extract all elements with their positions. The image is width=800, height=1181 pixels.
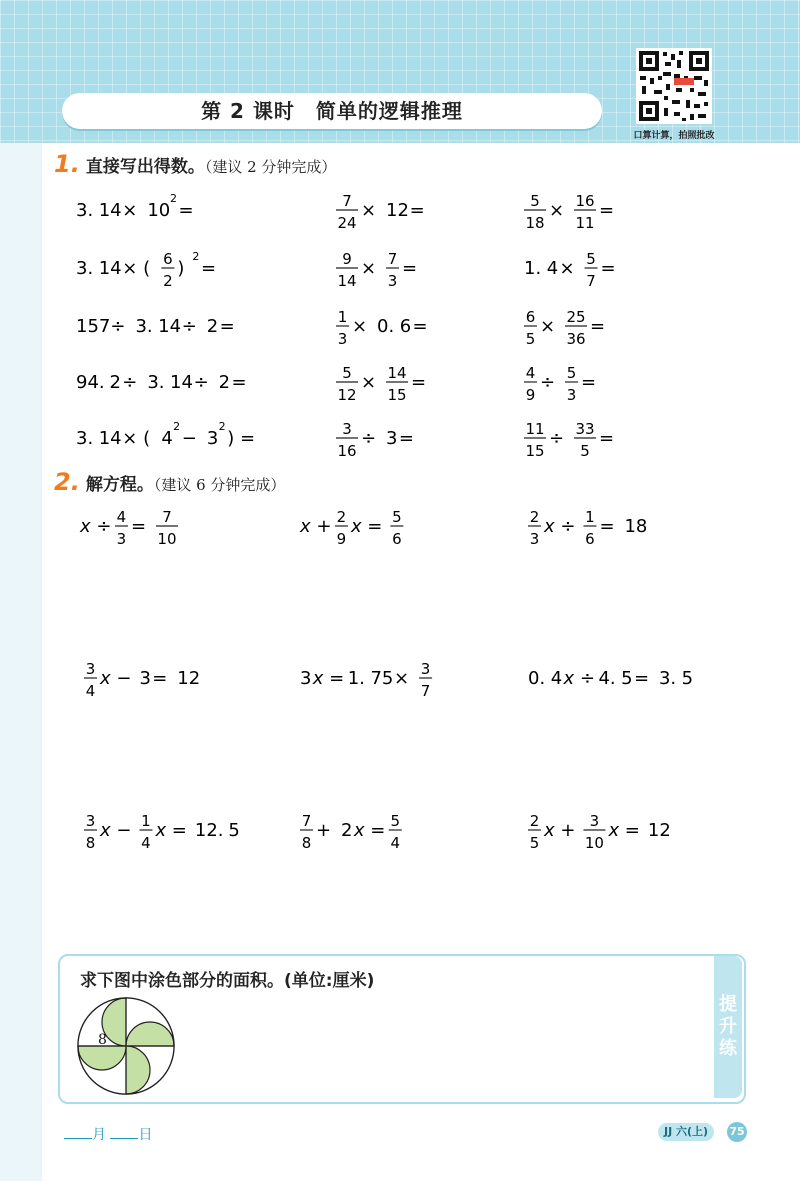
expression-text: = [219,316,235,337]
expression [336,356,436,408]
expression [524,356,606,408]
expression-text: ÷ [361,428,377,449]
side-tab-char-3: 练 [719,1038,737,1059]
numerator: 1 [337,308,348,326]
section-2-hint: （建议 6 分钟完成） [153,476,286,494]
extension-question: 求下图中涂色部分的面积。(单位:厘米) [80,971,375,991]
expression [336,242,427,294]
expression-text: × [549,200,565,221]
expression-text: 12 [647,820,671,841]
expression-text: 2 [206,316,219,337]
exercise-s2-b2 [300,652,440,709]
numerator: 1 [585,508,595,526]
expression [524,412,624,464]
numerator: 7 [387,250,398,268]
denominator: 15 [387,386,407,404]
expression [524,242,626,294]
numerator: 6 [525,308,536,326]
numerator: 5 [530,192,540,210]
expression-text: 75 [370,668,394,689]
expression-text: x = [608,820,640,841]
denominator: 7 [586,272,596,290]
numerator: 16 [575,192,595,210]
expression-text: x = [155,820,187,841]
expression-text: ÷ [193,372,209,393]
expression [80,500,185,552]
expression-text: × [559,258,575,279]
denominator: 2 [163,272,173,290]
expression-text: = [412,316,428,337]
denominator: 3 [566,386,577,404]
exercise-s1-b2 [336,242,427,299]
expression-text: × [352,316,368,337]
month-label: 月 [92,1127,106,1143]
expression-text: 2 [218,372,231,393]
numerator: 2 [529,508,540,526]
section-1-hint: （建议 2 分钟完成） [204,158,337,176]
exercise-s1-a5 [76,412,266,469]
expression [528,804,676,856]
expression-text: = [152,668,168,689]
expression-text: x − [100,668,132,689]
superscript: 2 [218,420,226,433]
expression [336,412,424,464]
expression-text: 5 [681,668,694,689]
expression-text: 0. [528,668,546,689]
expression [528,500,653,552]
denominator: 5 [529,834,540,852]
day-blank[interactable] [110,1138,138,1139]
expression-text: 10 [147,200,171,221]
expression-text: 4. [598,668,616,689]
exercise-s1-b5 [336,412,424,469]
expression-text: 4 [546,258,559,279]
expression-text: + [316,820,332,841]
denominator: 10 [157,530,177,548]
expression-text: 94. [76,372,105,393]
expression-text: = [178,200,194,221]
numerator: 7 [162,508,172,526]
denominator: 36 [566,330,586,348]
exercise-s1-c5 [524,412,624,469]
expression-text: 5 [228,820,240,841]
expression-text: × [394,668,410,689]
expression-text: 14 [98,258,122,279]
denominator: 4 [141,834,151,852]
expression-text: = [600,258,616,279]
expression [300,652,440,704]
expression-text: × [361,372,377,393]
expression-text: 14 [98,428,122,449]
expression-text: 3. [147,372,165,393]
expression-text: = [581,372,597,393]
expression-text: 0. [377,316,395,337]
numerator: 5 [566,364,577,382]
exercise-s1-a3 [76,300,245,357]
side-tab [714,956,742,1098]
numerator: 7 [301,812,312,830]
expression [76,300,245,352]
numerator: 5 [586,250,596,268]
denominator: 15 [525,442,545,460]
page-number: 75 [727,1122,747,1142]
exercise-s1-c3 [524,300,615,357]
expression [300,804,409,856]
exercise-s2-a3 [84,804,246,861]
denominator: 3 [529,530,540,548]
day-label: 日 [138,1127,153,1143]
section-2-number: 2. [54,468,80,496]
denominator: 9 [525,386,536,404]
expression-text: 4 [161,428,173,449]
denominator: 24 [337,214,357,232]
expression-text: x = [350,516,383,537]
expression-text: x − [100,820,132,841]
numerator: 2 [336,508,347,526]
expression-text: = [633,668,650,689]
expression-text: = [599,516,615,537]
expression-text: x = [312,668,345,689]
expression [84,804,246,856]
month-blank[interactable] [64,1138,92,1139]
figure-label: 8 [98,1032,107,1048]
expression-text: × ( [122,428,151,449]
expression-text: × [361,258,377,279]
section-1-heading [54,150,336,178]
denominator: 16 [337,442,357,460]
numerator: 33 [575,420,595,438]
expression-text: 14 [170,372,193,393]
denominator: 10 [584,834,604,852]
left-margin-strip [0,143,42,1181]
numerator: 3 [85,660,96,678]
exercise-s2-a1 [80,500,185,557]
expression-text: = [599,200,615,221]
superscript: 2 [173,420,181,433]
numerator: 1 [141,812,151,830]
numerator: 14 [387,364,407,382]
expression-text: = [599,428,615,449]
side-tab-char-1: 提 [719,994,737,1015]
expression-text: 5 [621,668,633,689]
numerator: 6 [163,250,173,268]
expression-text: 3 [206,428,219,449]
section-1-number: 1. [54,150,80,178]
exercise-s1-c2 [524,242,626,299]
expression-text: 12 [386,200,409,221]
numerator: 5 [390,812,401,830]
expression [524,184,624,236]
section-2-label: 解方程。 [85,475,154,495]
expression [336,300,438,352]
numerator: 7 [342,192,352,210]
numerator: 3 [342,420,352,438]
numerator: 3 [85,812,96,830]
denominator: 11 [575,214,595,232]
superscript: 2 [192,250,200,263]
expression-text: 3. [135,316,153,337]
denominator: 3 [337,330,348,348]
expression-text: ÷ [110,316,126,337]
expression-text: = [411,372,427,393]
expression-text: 4 [550,668,563,689]
exercise-s1-c4 [524,356,606,413]
expression-text: 12. [194,820,224,841]
expression-text: x = [353,820,386,841]
numerator: 5 [342,364,352,382]
expression-text: x ÷ [563,668,595,689]
expression-text: − [181,428,197,449]
expression-text: × ( [122,258,151,279]
side-tab-char-2: 升 [719,1016,737,1037]
exercise-s2-a2 [84,652,205,709]
exercise-s2-b1 [300,500,411,557]
expression-text: 2 [109,372,121,393]
shaded-circle-figure [76,996,176,1096]
expression-text: 3. [658,668,677,689]
expression-text: 12 [177,668,201,689]
expression [84,652,205,704]
section-2-heading [54,468,285,496]
expression-text: 1. [347,668,365,689]
numerator: 4 [116,508,127,526]
exercise-s1-a1 [76,184,204,241]
expression-text: 3. [76,258,94,279]
expression-text: ) = [227,428,256,449]
expression-text: x ÷ [80,516,112,537]
expression-text: × [122,200,138,221]
exercise-s1-b3 [336,300,438,357]
denominator: 8 [301,834,312,852]
expression-text: 3 [386,428,398,449]
exercise-s2-b3 [300,804,409,861]
exercise-s2-c3 [528,804,676,861]
denominator: 12 [337,386,357,404]
numerator: 9 [342,250,352,268]
exercise-s1-b1 [336,184,435,241]
expression-text: 14 [158,316,182,337]
numerator: 2 [529,812,540,830]
exercise-s1-b4 [336,356,436,413]
expression-text: = [590,316,606,337]
qr-caption: 口算计算，拍照批改 [633,131,715,141]
expression-text: 3. [76,428,94,449]
expression-text: ÷ [122,372,138,393]
expression-text: = [398,428,414,449]
expression-text: ÷ [540,372,556,393]
expression-text: 3 [300,668,312,689]
numerator: 11 [525,420,545,438]
numerator: 3 [420,660,431,678]
expression-text: × [540,316,556,337]
expression-text: = [409,200,425,221]
expression [76,184,204,236]
numerator: 3 [589,812,600,830]
expression-text: 14 [98,200,122,221]
expression [528,652,699,704]
denominator: 5 [580,442,590,460]
expression-text: 2 [341,820,353,841]
denominator: 4 [85,682,96,700]
section-1-label: 直接写出得数。 [85,157,205,177]
numerator: 5 [392,508,402,526]
exercise-s1-a4 [76,356,257,413]
denominator: 3 [116,530,127,548]
expression [76,412,266,464]
expression-text: = [231,372,247,393]
expression-text: ÷ [549,428,565,449]
book-label: JJ 六(上) [658,1123,714,1141]
date-field [64,1124,152,1144]
denominator: 14 [337,272,357,290]
expression-text: = [130,516,147,537]
qr-code[interactable] [636,48,712,124]
denominator: 4 [390,834,401,852]
numerator: 4 [525,364,536,382]
denominator: 5 [525,330,536,348]
expression [336,184,435,236]
expression-text: 18 [624,516,648,537]
superscript: 2 [169,192,177,205]
expression-text: = [402,258,418,279]
denominator: 6 [585,530,595,548]
lesson-title-bar [62,93,602,129]
lesson-title: 第 2 课时 简单的逻辑推理 [201,99,463,123]
denominator: 6 [392,530,402,548]
expression-text: x ÷ [544,516,576,537]
denominator: 8 [85,834,96,852]
expression-text: × [361,200,377,221]
expression-text: = [201,258,217,279]
exercise-s1-a2 [76,242,226,299]
expression [524,300,615,352]
numerator: 25 [566,308,586,326]
expression-text: x + [544,820,576,841]
exercise-s2-c2 [528,652,699,709]
denominator: 18 [525,214,545,232]
exercise-s2-c1 [528,500,653,557]
denominator: 9 [336,530,347,548]
expression [300,500,411,552]
expression-text: ÷ [181,316,197,337]
exercise-s1-c1 [524,184,624,241]
expression-text: ) [177,258,185,279]
expression [76,356,257,408]
expression-text: x + [300,516,332,537]
expression-text: 3. [76,200,94,221]
denominator: 7 [420,682,431,700]
expression [76,242,226,294]
denominator: 3 [387,272,398,290]
expression-text: 1. [524,258,542,279]
expression-text: 6 [399,316,412,337]
expression-text: 3 [139,668,151,689]
expression-text: 157 [76,316,111,337]
